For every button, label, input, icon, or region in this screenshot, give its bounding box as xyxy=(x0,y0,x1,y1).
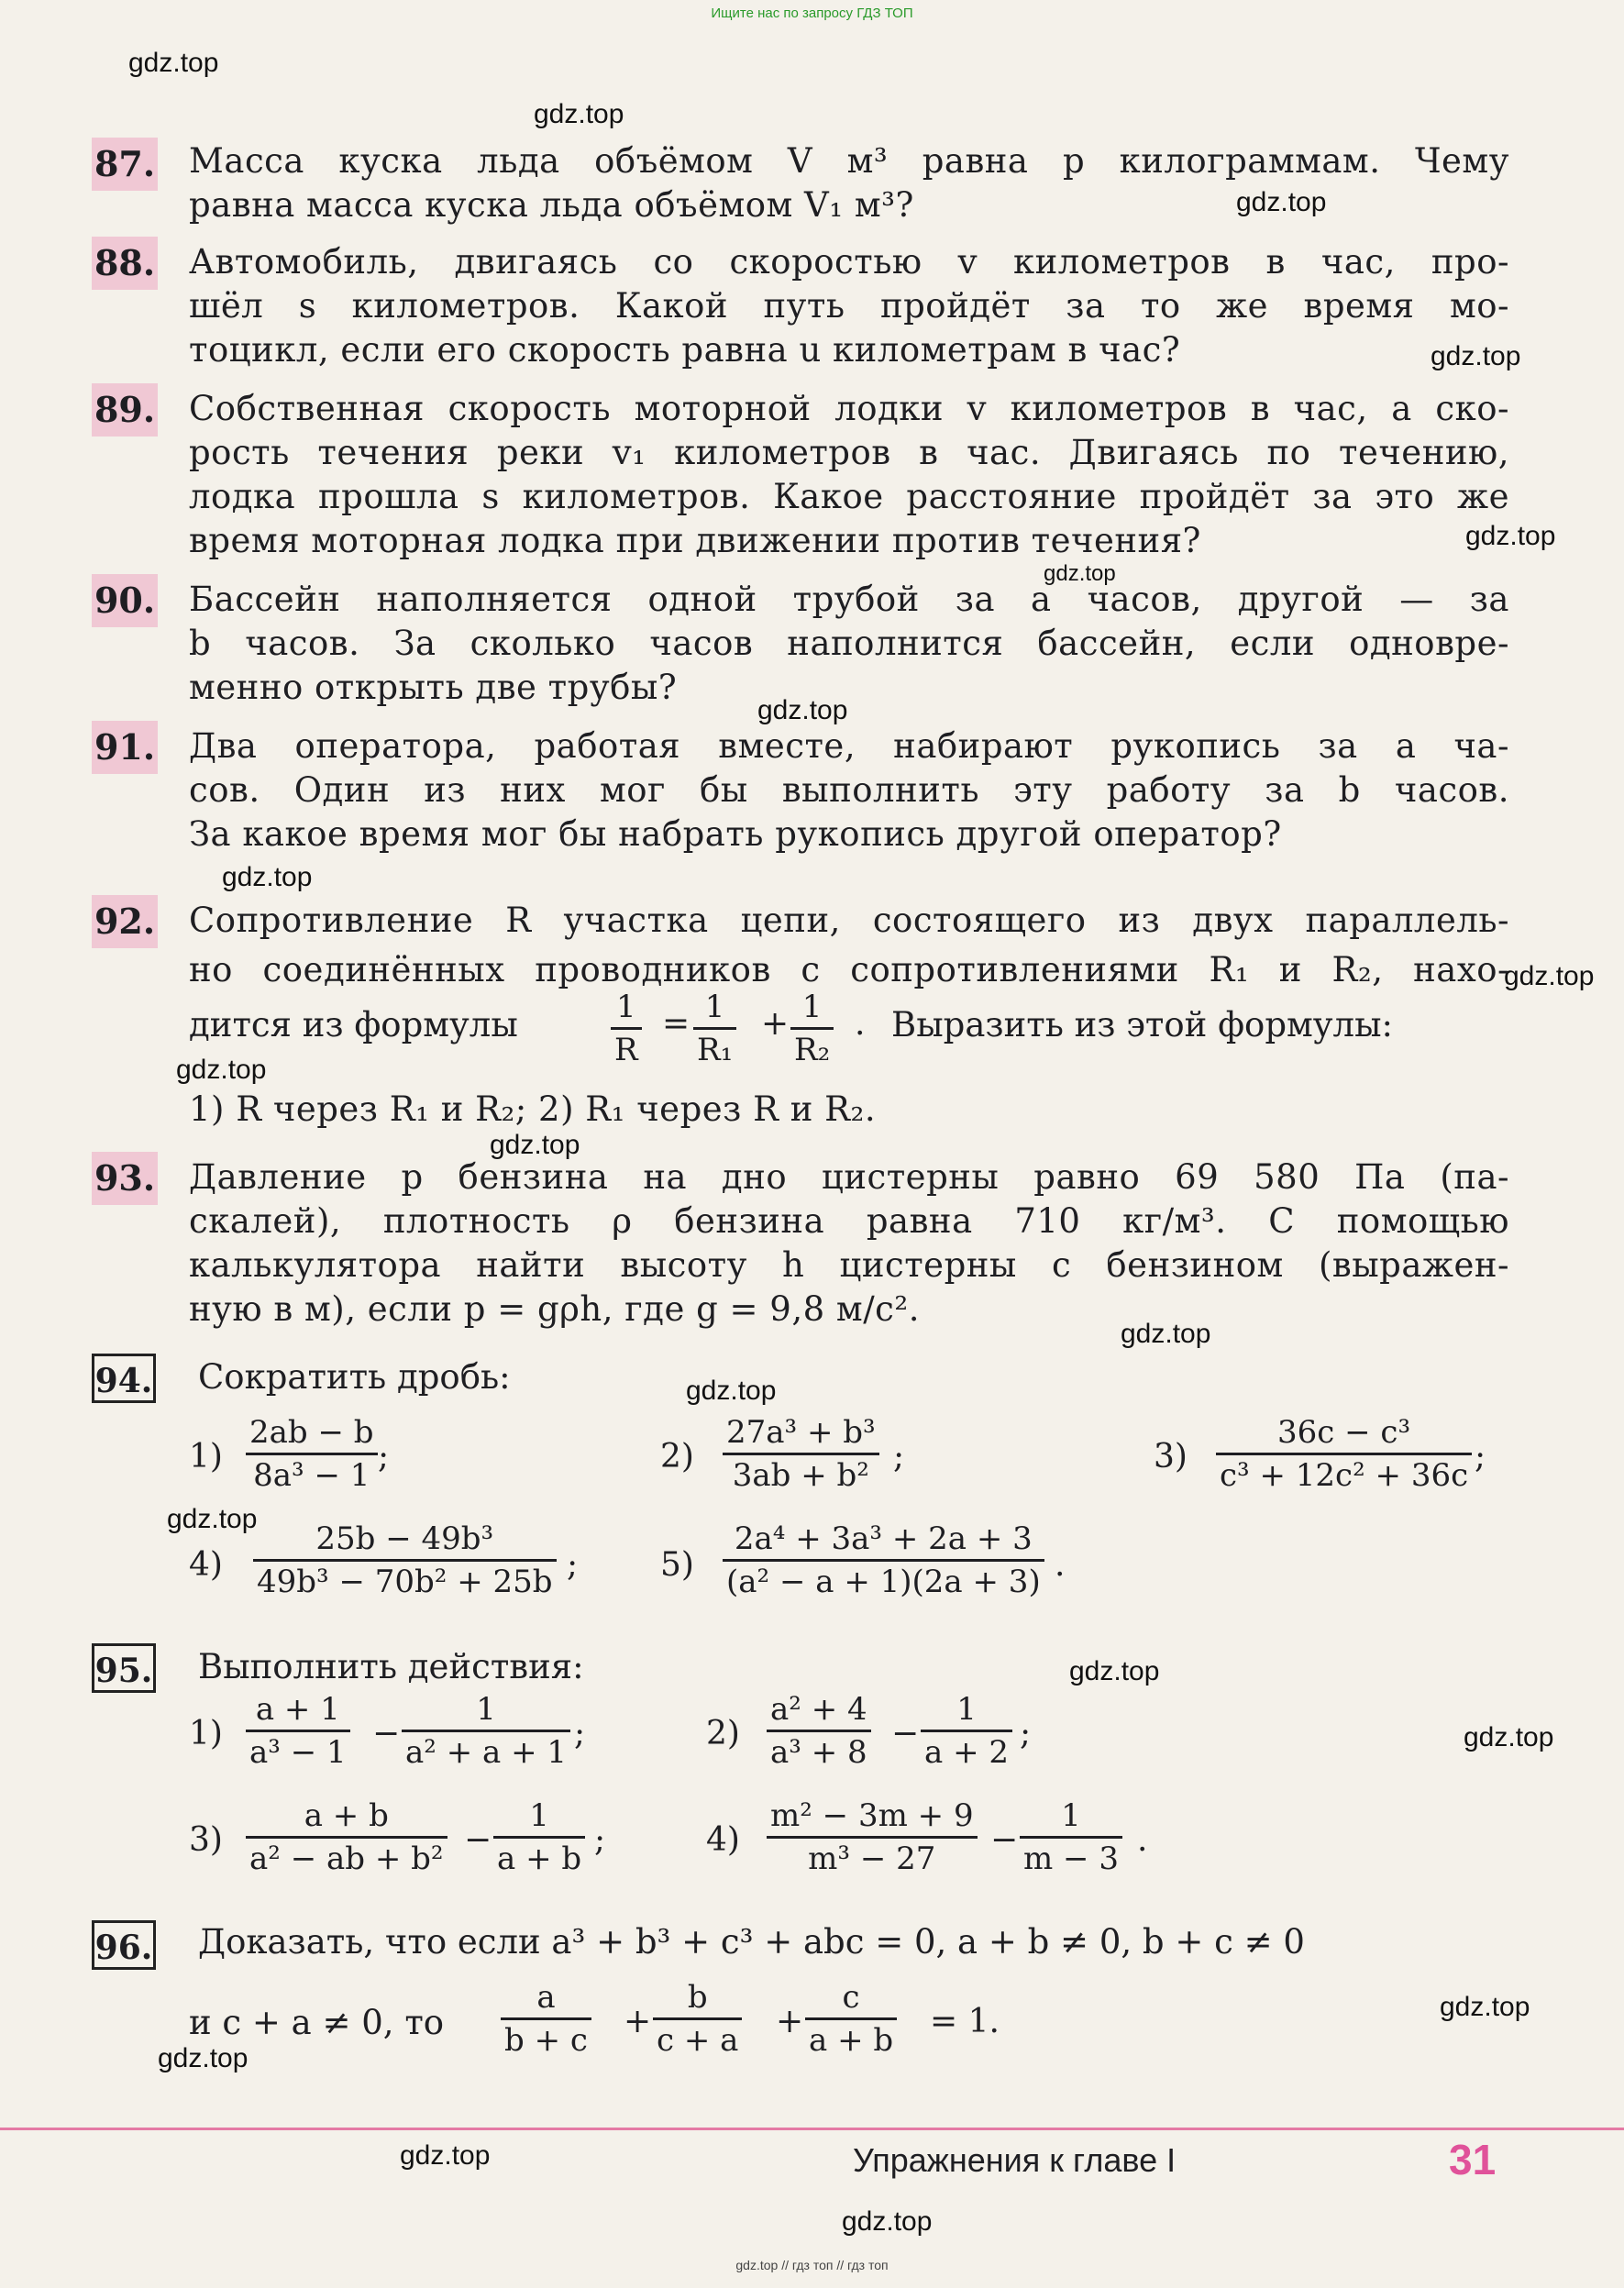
problem-text: равна масса куска льда объёмом V₁ м³? xyxy=(189,185,914,225)
fraction xyxy=(253,1519,557,1602)
plus-sign: + xyxy=(624,2003,652,2040)
item-label: 3) xyxy=(189,1821,223,1859)
problem-text: но соединённых проводников с сопротивлениями R₁ и R₂, нахо- xyxy=(189,950,1509,989)
fraction xyxy=(693,987,736,1070)
watermark: gdz.top xyxy=(1504,961,1595,991)
fraction xyxy=(246,1796,447,1879)
watermark: gdz.top xyxy=(128,48,219,78)
problem-text: Выразить из этой формулы: xyxy=(891,1005,1393,1045)
numerator: 25b − 49b³ xyxy=(315,1520,494,1557)
watermark: gdz.top xyxy=(686,1376,777,1406)
numerator: c xyxy=(842,1979,860,2016)
problem-number: 93. xyxy=(92,1152,158,1205)
watermark: gdz.top xyxy=(400,2140,491,2171)
item-label: 1) xyxy=(189,1438,223,1476)
problem-number: 95. xyxy=(92,1643,156,1693)
numerator: 1 xyxy=(704,989,725,1025)
fraction xyxy=(1216,1412,1472,1496)
numerator: 1 xyxy=(1061,1797,1081,1834)
problem-text: лодка прошла s километров. Какое расстояние пройдёт за это же xyxy=(189,477,1509,516)
separator: ; xyxy=(378,1438,390,1476)
minus-sign: − xyxy=(372,1715,401,1752)
watermark: gdz.top xyxy=(490,1130,580,1160)
fraction xyxy=(493,1796,585,1879)
watermark: gdz.top xyxy=(1464,1722,1554,1752)
watermark: gdz.top xyxy=(1069,1656,1160,1686)
denominator: a² − ab + b² xyxy=(246,1836,447,1879)
item-label: 4) xyxy=(706,1821,740,1859)
problem-number: 92. xyxy=(92,895,158,948)
top-note: Ищите нас по запросу ГДЗ ТОП xyxy=(711,6,913,21)
fraction xyxy=(1020,1796,1122,1879)
problem-number: 89. xyxy=(92,383,158,437)
bottom-note: gdz.top // гдз топ // гдз топ xyxy=(735,2258,889,2272)
problem-title: Выполнить действия: xyxy=(198,1647,584,1686)
problem-number: 90. xyxy=(92,574,158,627)
period: . xyxy=(855,1005,866,1043)
item-label: 2) xyxy=(660,1438,694,1476)
problem-number: 96. xyxy=(92,1920,156,1970)
fraction xyxy=(611,987,642,1070)
separator: . xyxy=(1055,1546,1066,1584)
denominator: (a² − a + 1)(2a + 3) xyxy=(723,1559,1044,1602)
problem-text: менно открыть две трубы? xyxy=(189,668,678,707)
equals-sign: = xyxy=(662,1005,690,1043)
problem-text: Собственная скорость моторной лодки v километров в час, а ско- xyxy=(189,389,1509,428)
numerator: 1 xyxy=(956,1691,977,1728)
separator: ; xyxy=(567,1546,579,1584)
separator: ; xyxy=(574,1715,586,1752)
watermark: gdz.top xyxy=(1440,1992,1530,2022)
problem-text: b часов. За сколько часов наполнится бассейн, если одновре- xyxy=(189,624,1509,663)
problem-text: Бассейн наполняется одной трубой за a часов, другой — за xyxy=(189,580,1509,619)
item-label: 3) xyxy=(1154,1438,1188,1476)
plus-sign: + xyxy=(761,1005,790,1043)
fraction xyxy=(723,1412,879,1496)
item-label: 2) xyxy=(706,1715,740,1752)
problem-text: рость течения реки v₁ километров в час. Двигаясь по течению, xyxy=(189,433,1509,472)
problem-text: Доказать, что если a³ + b³ + c³ + abc = 0, a + b ≠ 0, b + c ≠ 0 xyxy=(198,1922,1305,1962)
denominator: 8a³ − 1 xyxy=(246,1453,378,1496)
problem-text: калькулятора найти высоту h цистерны с бензином (выражен- xyxy=(189,1245,1509,1285)
problem-text: ную в м), если p = gρh, где g = 9,8 м/с². xyxy=(189,1289,920,1329)
numerator: a xyxy=(536,1979,556,2016)
denominator: b + c xyxy=(501,2017,591,2061)
fraction xyxy=(767,1689,871,1773)
problem-text: время моторная лодка при движении против течения? xyxy=(189,521,1201,560)
denominator: a² + a + 1 xyxy=(402,1730,570,1773)
watermark: gdz.top xyxy=(167,1504,258,1534)
denominator: c³ + 12c² + 36c xyxy=(1216,1453,1472,1496)
denominator: a + 2 xyxy=(921,1730,1012,1773)
watermark: gdz.top xyxy=(1121,1319,1211,1349)
fraction xyxy=(921,1689,1012,1773)
watermark: gdz.top xyxy=(757,695,848,725)
numerator: 27a³ + b³ xyxy=(726,1414,876,1451)
problem-number: 91. xyxy=(92,721,158,774)
denominator: a³ + 8 xyxy=(767,1730,871,1773)
denominator: a + b xyxy=(805,2017,897,2061)
denominator: c + a xyxy=(653,2017,742,2061)
denominator: m − 3 xyxy=(1020,1836,1122,1879)
watermark: gdz.top xyxy=(1044,561,1116,586)
item-label: 5) xyxy=(660,1546,694,1584)
separator: ; xyxy=(893,1438,905,1476)
fraction xyxy=(805,1977,897,2061)
denominator: 3ab + b² xyxy=(723,1453,879,1496)
fraction xyxy=(767,1796,978,1879)
watermark: gdz.top xyxy=(842,2206,933,2237)
numerator: m² − 3m + 9 xyxy=(770,1797,974,1834)
denominator: a³ − 1 xyxy=(246,1730,350,1773)
numerator: 2a⁴ + 3a³ + 2a + 3 xyxy=(734,1520,1033,1557)
separator: . xyxy=(1137,1821,1148,1859)
fraction xyxy=(246,1412,378,1496)
denominator: R xyxy=(611,1027,642,1070)
numerator: 1 xyxy=(476,1691,496,1728)
problem-text: Автомобиль, двигаясь со скоростью v километров в час, про- xyxy=(189,242,1509,282)
fraction xyxy=(402,1689,570,1773)
problem-text: дится из формулы xyxy=(189,1005,518,1045)
minus-sign: − xyxy=(990,1821,1019,1859)
item-label: 1) xyxy=(189,1715,223,1752)
watermark: gdz.top xyxy=(158,2043,249,2073)
fraction xyxy=(790,987,834,1070)
numerator: 36c − c³ xyxy=(1277,1414,1411,1451)
minus-sign: − xyxy=(891,1715,920,1752)
separator: ; xyxy=(1475,1438,1486,1476)
problem-text: и c + a ≠ 0, то xyxy=(189,2003,445,2042)
separator: ; xyxy=(1020,1715,1032,1752)
watermark: gdz.top xyxy=(1465,521,1556,551)
numerator: 1 xyxy=(801,989,823,1025)
denominator: R₂ xyxy=(790,1027,834,1070)
problem-text: скалей), плотность ρ бензина равна 710 кг/м³. С помощью xyxy=(189,1201,1509,1241)
watermark: gdz.top xyxy=(1236,187,1327,217)
equation-result: = 1. xyxy=(930,2003,1000,2040)
problem-text: сов. Один из них мог бы выполнить эту работу за b часов. xyxy=(189,770,1509,810)
problem-number: 87. xyxy=(92,138,158,191)
separator: ; xyxy=(594,1821,606,1859)
numerator: a + 1 xyxy=(255,1691,340,1728)
denominator: m³ − 27 xyxy=(767,1836,978,1879)
denominator: a + b xyxy=(493,1836,585,1879)
problem-number: 94. xyxy=(92,1354,156,1403)
numerator: 1 xyxy=(615,989,636,1025)
plus-sign: + xyxy=(776,2003,804,2040)
problem-text: 1) R через R₁ и R₂; 2) R₁ через R и R₂. xyxy=(189,1089,877,1129)
watermark: gdz.top xyxy=(176,1055,267,1085)
numerator: b xyxy=(687,1979,708,2016)
problem-text: тоцикл, если его скорость равна u километрам в час? xyxy=(189,330,1181,370)
problem-text: Давление p бензина на дно цистерны равно 69 580 Па (па- xyxy=(189,1157,1509,1197)
watermark: gdz.top xyxy=(222,862,313,892)
problem-text: шёл s километров. Какой путь пройдёт за то же время мо- xyxy=(189,286,1509,326)
problem-text: Два оператора, работая вместе, набирают рукопись за a ча- xyxy=(189,726,1509,766)
problem-number: 88. xyxy=(92,237,158,290)
problem-title: Сократить дробь: xyxy=(198,1357,511,1397)
fraction xyxy=(653,1977,742,2061)
numerator: 2ab − b xyxy=(249,1414,374,1451)
fraction xyxy=(501,1977,591,2061)
footer-title: Упражнения к главе I xyxy=(853,2141,1177,2179)
footer-divider xyxy=(0,2128,1624,2130)
numerator: a² + 4 xyxy=(770,1691,867,1728)
fraction xyxy=(246,1689,350,1773)
numerator: 1 xyxy=(529,1797,549,1834)
page-number: 31 xyxy=(1449,2136,1497,2183)
problem-text: Сопротивление R участка цепи, состоящего из двух параллель- xyxy=(189,901,1509,940)
watermark: gdz.top xyxy=(534,99,624,129)
problem-text: За какое время мог бы набрать рукопись другой оператор? xyxy=(189,814,1282,854)
numerator: a + b xyxy=(304,1797,389,1834)
minus-sign: − xyxy=(464,1821,492,1859)
problem-text: Масса куска льда объёмом V м³ равна p килограммам. Чему xyxy=(189,141,1509,181)
denominator: R₁ xyxy=(693,1027,736,1070)
fraction xyxy=(723,1519,1044,1602)
watermark: gdz.top xyxy=(1431,341,1521,371)
item-label: 4) xyxy=(189,1546,223,1584)
denominator: 49b³ − 70b² + 25b xyxy=(253,1559,557,1602)
